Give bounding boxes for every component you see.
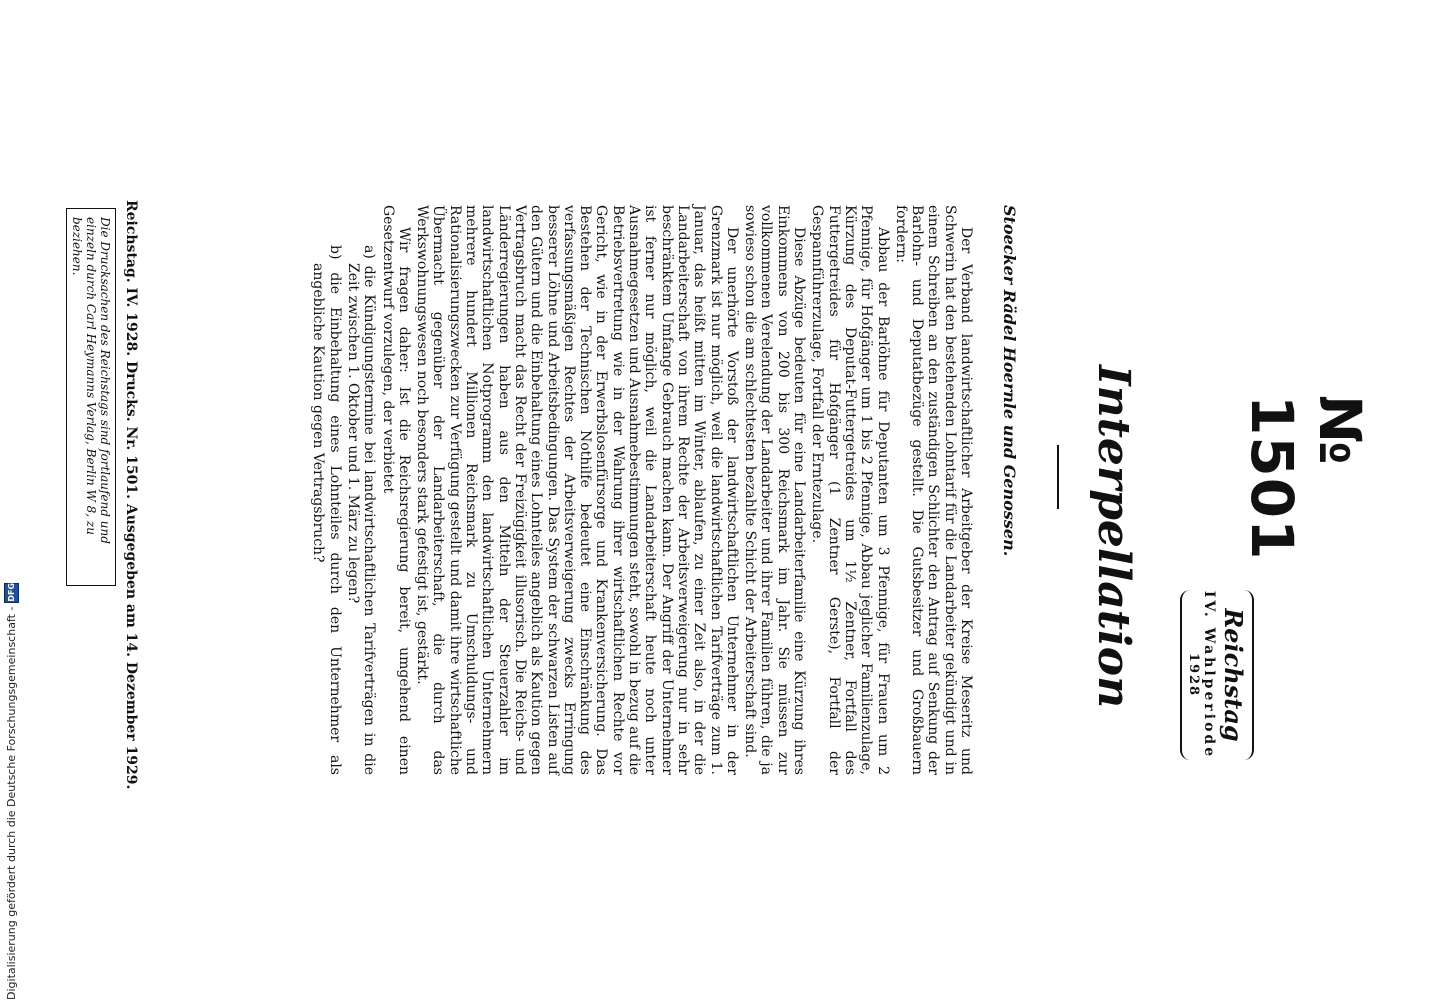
header-box-year: 1928 <box>1186 652 1201 698</box>
footer-print-info: Reichstag. IV. 1928. Drucks. Nr. 1501. Ausgegeben am 14. Dezember 1929. <box>123 200 139 790</box>
list-item: a) die Kündigungstermine bei landwirtschaftlichen Tarifverträgen in die Zeit zwischen 1. Oktober und 1. März zu legen? <box>345 245 378 775</box>
title-divider <box>1057 445 1059 509</box>
body-paragraph: Der Verband landwirtschaftlicher Arbeitgeber der Kreise Meseritz und Schwerin hat den bestehenden Lohntarif für die Landarbeiter gekündigt und in einem Schreiben an den zuständigen Schlichter den Antrag auf Senkung der Barlohn- und Deputatbezüge gestellt. Die Gutsbesitzer und Großbauern fordern: <box>892 205 974 775</box>
footer-publisher-box: Die Drucksachen des Reichstags sind fortlaufend und einzeln durch Carl Heymanns Verlag, Berlin W 8, zu beziehen. <box>66 208 116 586</box>
digitization-note <box>0 0 20 1000</box>
header-box-title: Reichstag <box>1219 608 1248 742</box>
document-number: № 1501 <box>1238 395 1374 561</box>
body-paragraph: Abbau der Barlöhne für Deputanten um 3 Pfennige, für Frauen um 2 Pfennige, für Hofgänger um 1 bis 2 Pfennige, Abbau jeglicher Familienzulage, Kürzung des Deputat-Futtergetreides um 1½ Zentner, Fortfall des Futtergetreides für Hofgänger (1 Zentner Gerste), Fortfall der Gespannführerzulage, Fortfall der Erntezulage. <box>809 205 891 775</box>
body-paragraph: Wir fragen daher: Ist die Reichsregierung bereit, umgehend einen Gesetzentwurf vorzulegen, der verbietet <box>379 205 412 775</box>
body-paragraph: Der unerhörte Vorstoß der landwirtschaftlichen Unternehmer in der Grenzmark ist nur möglich, weil die landwirtschaftlichen Tarifverträge zum 1. Januar, das heißt mitten im Winter, ablaufen, zu einer Zeit also, in der die Landarbeiterschaft von ihrem Rechte der Arbeitsverweigerung nur in sehr beschränktem Umfange Gebrauch machen kann. Der Angriff der Unternehmer ist ferner nur möglich, weil die Landarbeiterschaft heute noch unter Ausnahmegesetzen und Ausnahmebestimmungen steht, sowohl in bezug auf die Betriebsvertretung wie in der Wahrung ihrer wirtschaftlichen Rechte vor Gericht, wie in der Erwerbslosenfürsorge und Krankenversicherung. Das Bestehen der Technischen Nothilfe bedeutet eine Einschränkung des verfassungsmäßigen Rechtes der Arbeitsverweigerung zwecks Erringung besserer Löhne und Arbeitsbedingungen. Das System der schwarzen Listen auf den Gütern und die Einbehaltung eines Lohnteiles angeblich als Kaution gegen Vertragsbruch macht das Recht der Freizügigkeit illusorisch. Die Reichs- und Länderregierungen haben aus den Mitteln der Steuerzahler im landwirtschaftlichen Notprogramm den landwirtschaftlichen Unternehmern mehrere hundert Millionen Reichsmark zu Umschuldungs- und Rationalisierungszwecken zur Verfügung gestellt und damit ihre wirtschaftliche Übermacht gegenüber der Landarbeiterschaft, die durch das Werkswohnungswesen noch besonders stark gefestigt ist, gestärkt. <box>414 205 740 775</box>
header-box-period: IV. Wahlperiode <box>1201 590 1217 760</box>
document-title: Interpellation <box>1088 365 1139 709</box>
body-paragraph: Diese Abzüge bedeuten für eine Landarbeiterfamilie eine Kürzung ihres Einkommens von 200 bis 300 Reichsmark im Jahr. Sie müssen zur vollkommenen Verelendung der Landarbeiter und ihrer Familien führen, die ja sowieso schon die am schlechtesten bezahlte Schicht der Arbeiterschaft sind. <box>742 205 808 775</box>
reichstag-header-box <box>1180 590 1254 760</box>
authors-line: Stoecker Rädel Hoernle und Genossen. <box>1000 205 1019 557</box>
dfg-logo: DFG <box>4 583 19 603</box>
document-body <box>308 205 974 775</box>
digitization-note-text: Digitalisierung gefördert durch die Deutsche Forschungsgemeinschaft - <box>4 606 18 1000</box>
list-item: b) die Einbehaltung eines Lohnteiles durch den Unternehmer als angebliche Kaution gegen Vertragsbruch? <box>310 245 343 775</box>
